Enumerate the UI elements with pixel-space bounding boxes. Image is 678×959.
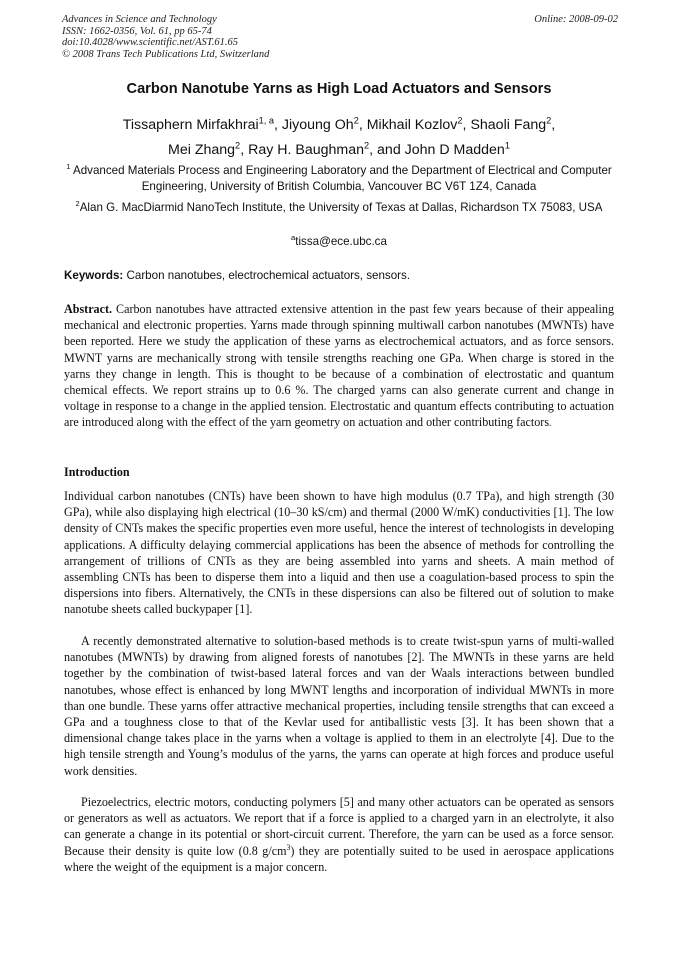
journal-header [62,14,618,60]
author-affil-mark: 1, a [258,115,275,126]
author-separator: , [274,117,282,133]
author-affil-mark: 2 [546,115,552,126]
abstract [64,301,614,432]
affiliation-2 [58,200,620,216]
intro-paragraph-2: A recently demonstrated alternative to solution-based methods is to create twist-spun yarns of multi-walled nanotubes (MWNTs) by drawing from aligned forests of nanotubes [2]. The MWNTs in these yarns are held together by the combination of twist-based lateral forces and van der Waals interactions between bundled nanotubes, whose effect is enhanced by long MWNT lengths and incorporation of individual MWNTs in more than one bundle. These yarns offer attractive mechanical properties, including tensile strengths that can exceed a GPa and a toughness close to that of the Kevlar used for antiballistic vests [3]. It has been shown that a dimensional change takes place in the yarns when a voltage is applied to them in an electrolyte [4]. Due to the high tensile strength and Young’s modulus of the yarns, the yarns can operate at high forces and produce useful work densities. [64,634,614,778]
author-name: Shaoli Fang [470,117,547,133]
affiliation-mark: 2 [75,199,80,209]
affiliation-text: Alan G. MacDiarmid NanoTech Institute, the University of Texas at Dallas, Richardson TX 75083, USA [79,201,603,214]
author-affil-mark: 2 [235,140,241,151]
paragraph-text: Piezoelectrics, electric motors, conducting polymers [5] and many other actuators can be operated as sensors or generators as well as actuators. We report that if a force is applied to a charged yarn in an electrolyte, it also can generate a change in its potential or short-circuit current. Therefore, the yarn can be used as a force sensor. Because their density is quite low (0.8 g/cm [64,795,614,858]
online-date: Online: 2008-09-02 [534,14,618,25]
author-name: Ray H. Baughman [248,142,365,158]
keywords [64,269,620,282]
copyright-line: © 2008 Trans Tech Publications Ltd, Switzerland [62,48,270,60]
author-name: Tissaphern Mirfakhrai [122,117,259,133]
paper-title: Carbon Nanotube Yarns as High Load Actuators and Sensors [126,81,552,97]
email-mark: a [291,233,296,243]
author-separator: , and [369,142,405,158]
paragraph-text: ) they are potentially suited to be used in aerospace applications where the weight of the equipment is a major concern. [64,843,614,874]
keywords-label: Keywords: [64,269,124,282]
author-affil-mark: 2 [457,115,463,126]
abstract-label: Abstract. [64,302,113,316]
author-name: Mikhail Kozlov [366,117,458,133]
doi-line: doi:10.4028/www.scientific.net/AST.61.65 [62,37,239,49]
author-email [40,235,638,248]
author-name: Mei Zhang [168,142,236,158]
author-name: Jiyoung Oh [281,117,354,133]
author-separator: , [240,142,249,158]
author-affil-mark: 2 [353,115,359,126]
intro-paragraph-3 [64,794,614,875]
email-text: tissa@ece.ubc.ca [295,235,387,248]
journal-name: Advances in Science and Technology [62,14,217,25]
intro-paragraph-1: Individual carbon nanotubes (CNTs) have been shown to have high modulus (0.7 TPa), and high strength (30 GPa), while also displaying high electrical (10–30 kS/cm) and thermal (2000 W/mK) conductivities [1]. The low density of CNTs makes the specific properties even more useful, hence the interest of technologists in developing applications. A difficulty delaying commercial applications has been the absence of methods for controlling the arrangement of trillions of CNTs as they are being assembled into yarns and sheets. A main method of assembling CNTs has been to disperse them into a liquid and then use a coagulation-based process to spin the dispersions into fibers. Alternatively, the CNTs in these dispersions can also be filtered out of solution to make nanotube sheets called buckypaper [1]. [64,489,614,617]
issn-line: ISSN: 1662-0356, Vol. 61, pp 65-74 [62,25,212,37]
author-separator: , [358,117,367,133]
author-separator: , [551,117,556,133]
author-name: John D Madden [404,142,505,158]
author-list [40,113,638,163]
author-affil-mark: 1 [504,140,510,151]
author-separator: , [462,117,471,133]
abstract-text: Carbon nanotubes have attracted extensive attention in the past few years because of their appealing mechanical and electronic properties. Yarns made through spinning multiwall carbon nanotubes (MWNTs) have been reported. Here we study the application of these yarns as electrochemical actuators, and as force sensors. MWNT yarns are mechanically strong with tensile strengths reaching one GPa. When charge is stored in the yarns they change in length. This is thought to be because of a combination of electrostatic and quantum chemical effects. We report strains up to 0.6 %. The charged yarns can also generate current and change in voltage in response to a change in the applied tension. Electrostatic and quantum effects contributing to actuation are introduced along with the effect of the yarn geometry on actuation and other contributing factors [64,302,614,430]
abstract-tail: . [549,418,552,429]
section-heading: Introduction [64,465,130,479]
affiliation-text: Advanced Materials Process and Engineering Laboratory and the Department of Electrical and Computer Engineering, University of British Columbia, Vancouver BC V6T 1Z4, Canada [70,164,612,193]
affiliation-1 [58,163,620,194]
superscript: 3 [286,842,291,852]
author-affil-mark: 2 [364,140,370,151]
keywords-text: Carbon nanotubes, electrochemical actuators, sensors. [123,269,411,282]
affiliation-mark: 1 [66,162,71,172]
